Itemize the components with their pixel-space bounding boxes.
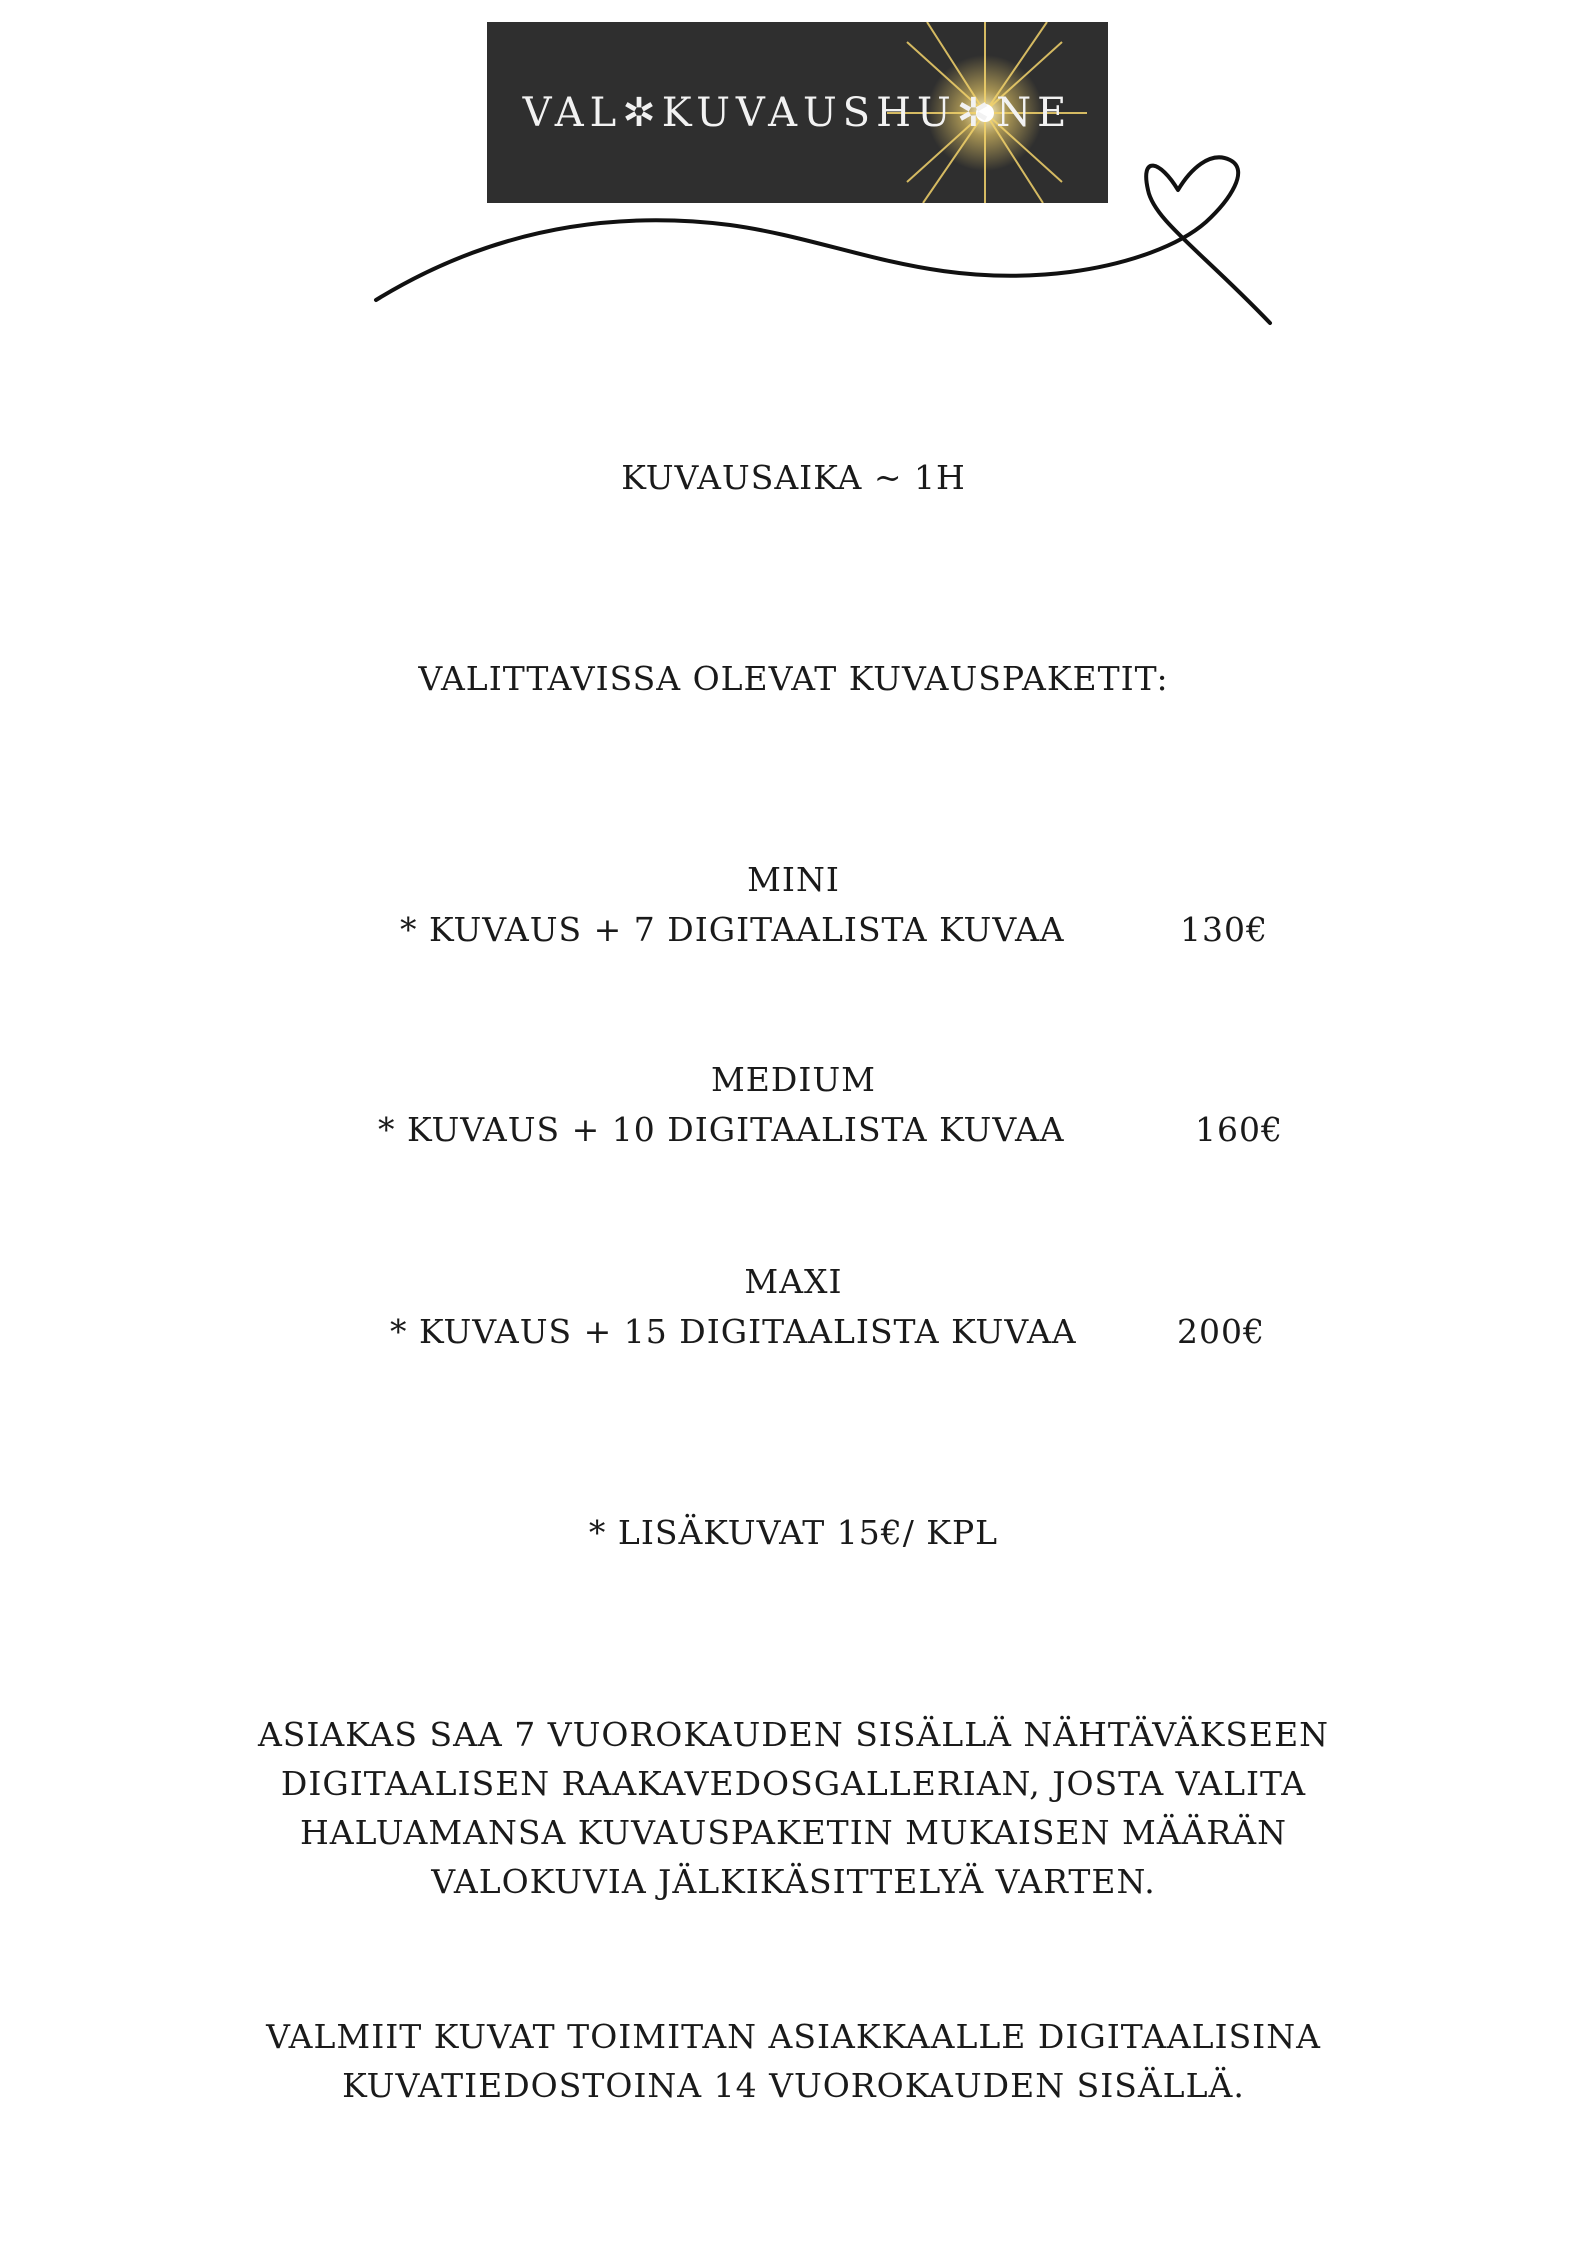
paragraph-line: VALOKUVIA JÄLKIKÄSITTELYÄ VARTEN. [431,1862,1156,1901]
shooting-duration: KUVAUSAIKA ~ 1H [621,458,966,497]
heart-swoosh-icon [370,150,1290,340]
package-price: 130€ [1180,910,1268,949]
package-item: * KUVAUS + 15 DIGITAALISTA KUVAA [390,1312,1077,1351]
package-price: 200€ [1177,1312,1265,1351]
package-row-medium [0,1110,1587,1155]
package-name-medium: MEDIUM [711,1060,876,1099]
gallery-info-paragraph [0,1710,1587,1906]
package-name-maxi: MAXI [744,1262,843,1301]
packages-heading: VALITTAVISSA OLEVAT KUVAUSPAKETIT: [418,659,1169,698]
package-name-mini: MINI [747,860,840,899]
package-item: * KUVAUS + 7 DIGITAALISTA KUVAA [400,910,1065,949]
paragraph-line: KUVATIEDOSTOINA 14 VUOROKAUDEN SISÄLLÄ. [342,2066,1245,2105]
package-row-mini [0,910,1587,955]
package-item: * KUVAUS + 10 DIGITAALISTA KUVAA [378,1110,1065,1149]
paragraph-line: HALUAMANSA KUVAUSPAKETIN MUKAISEN MÄÄRÄN [300,1813,1287,1852]
extra-photos-price: * LISÄKUVAT 15€/ KPL [588,1513,999,1552]
paragraph-line: VALMIIT KUVAT TOIMITAN ASIAKKAALLE DIGITAALISINA [266,2017,1321,2056]
logo-text: VAL✲KUVAUSHU✲NE [522,89,1073,136]
paragraph-line: DIGITAALISEN RAAKAVEDOSGALLERIAN, JOSTA VALITA [280,1764,1307,1803]
delivery-info-paragraph [0,2012,1587,2110]
package-row-maxi [0,1312,1587,1357]
package-price: 160€ [1195,1110,1283,1149]
paragraph-line: ASIAKAS SAA 7 VUOROKAUDEN SISÄLLÄ NÄHTÄVÄKSEEN [257,1715,1330,1754]
